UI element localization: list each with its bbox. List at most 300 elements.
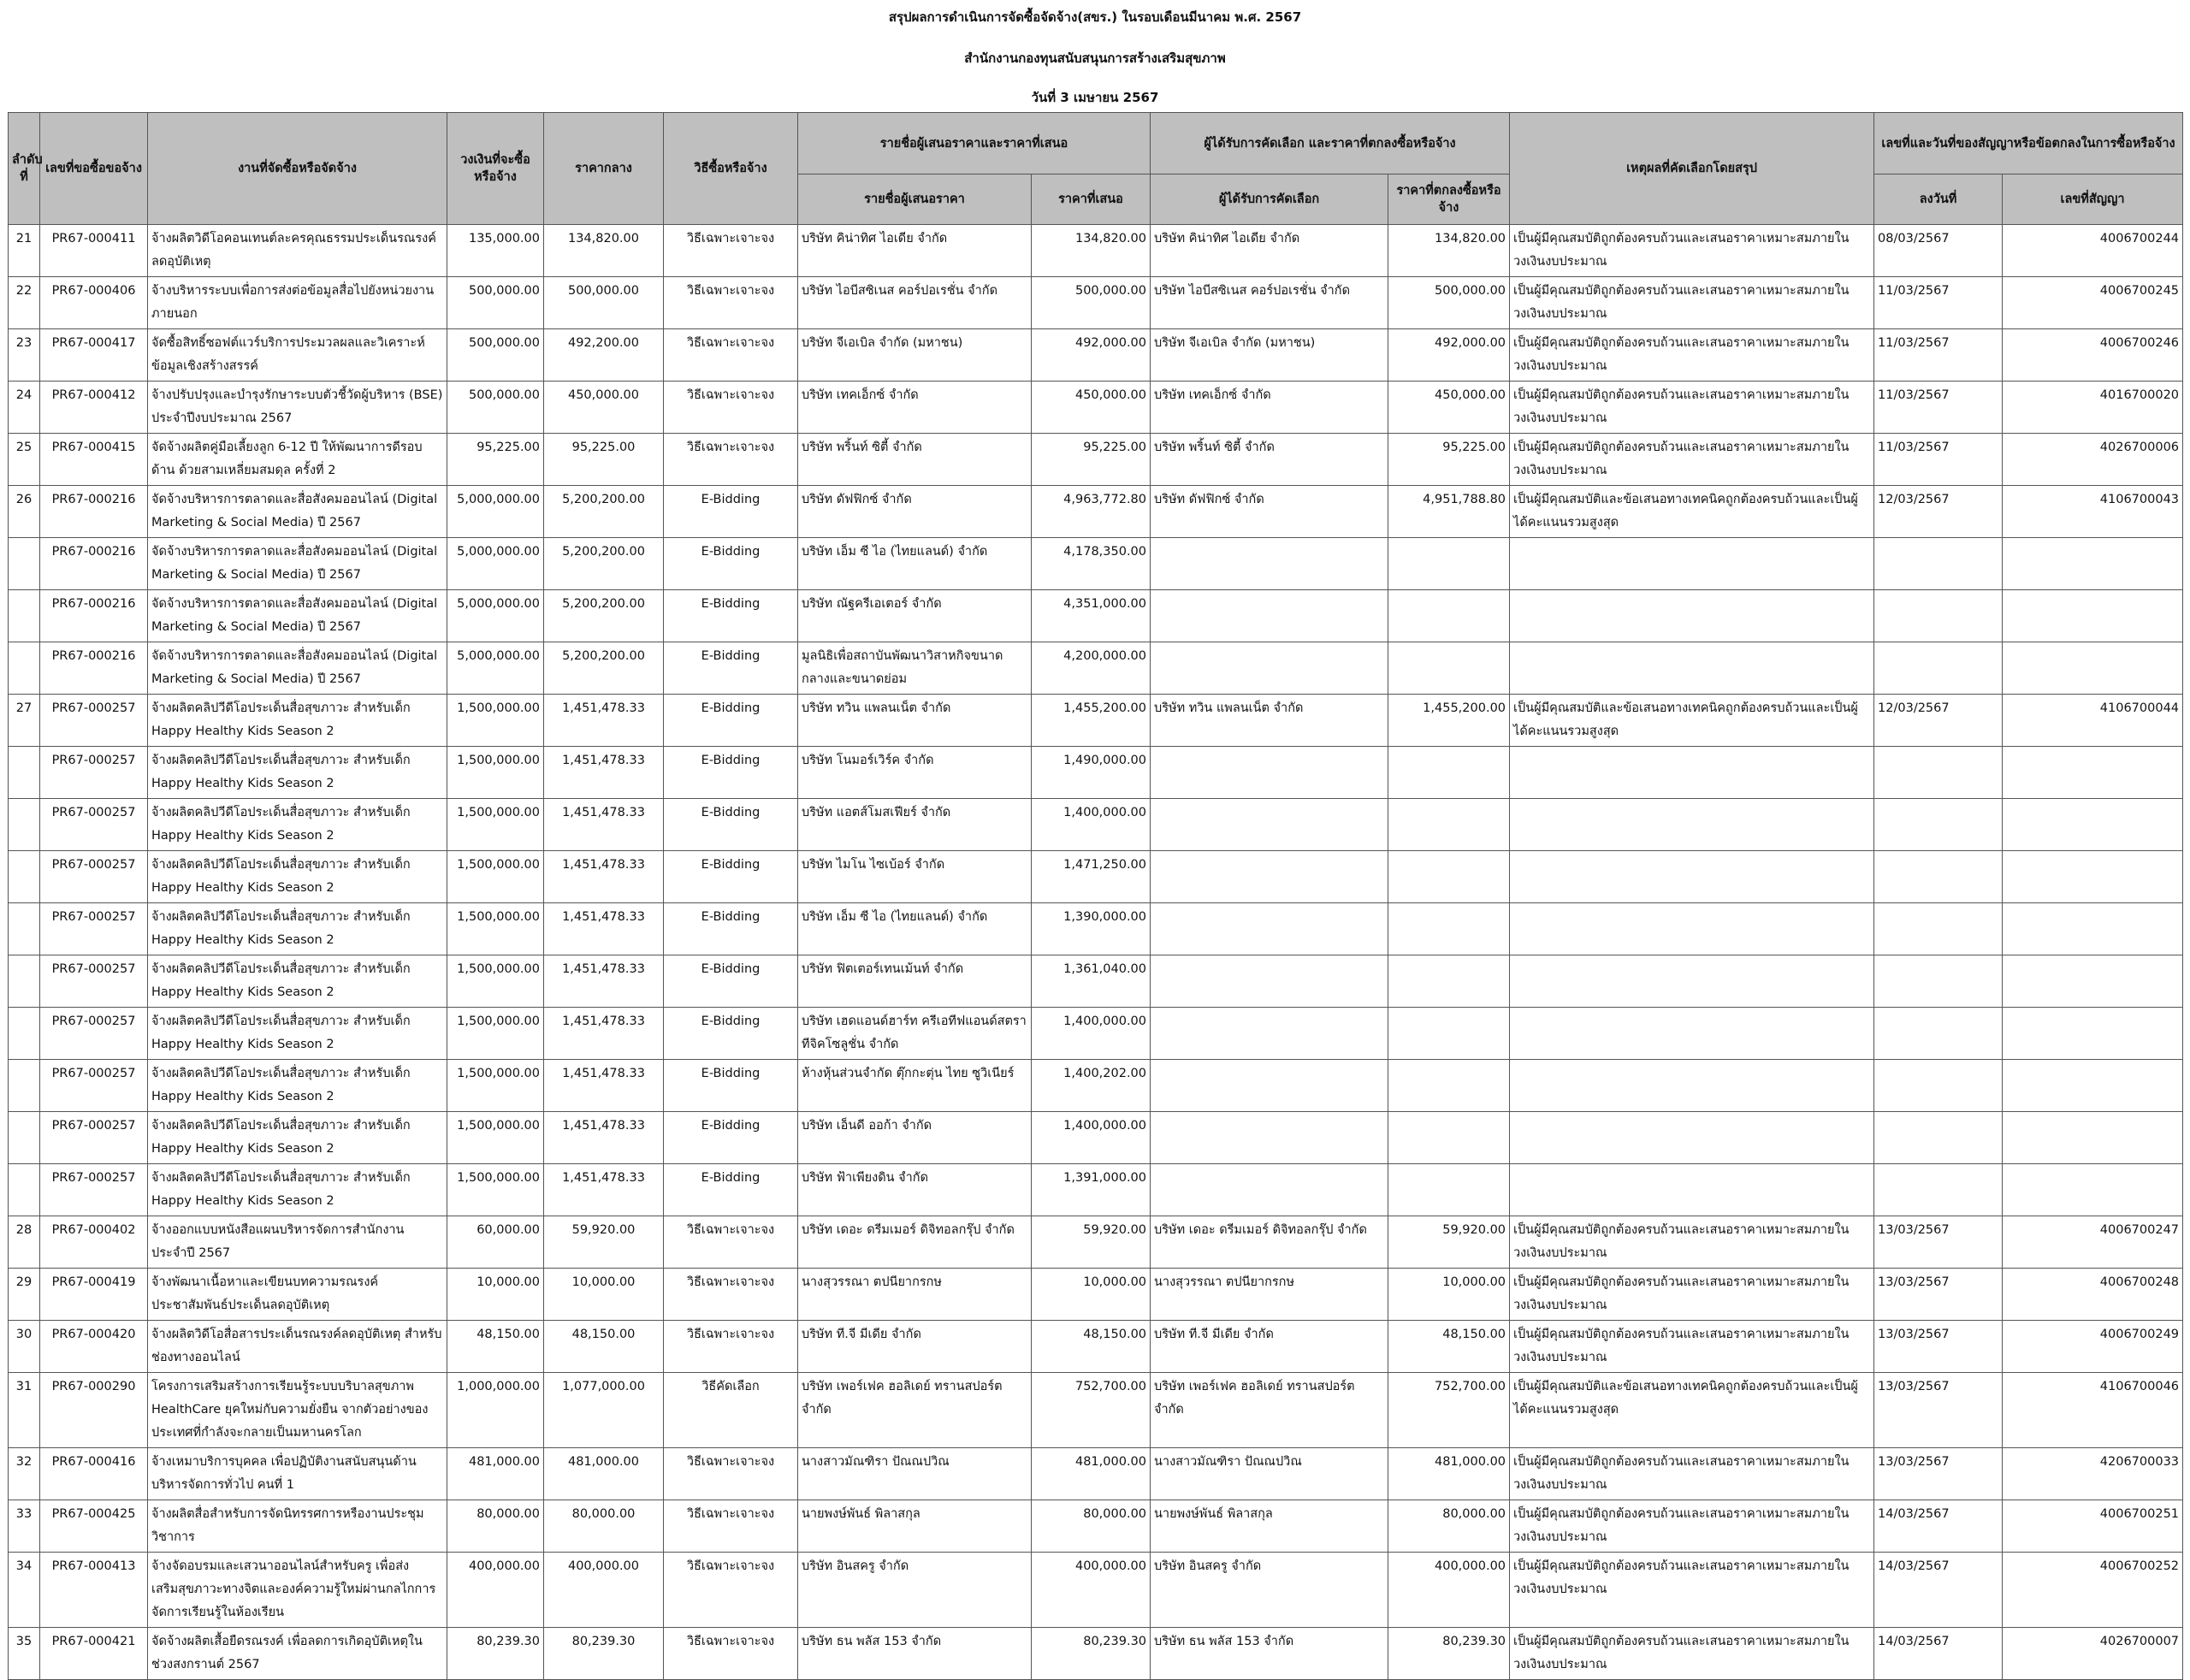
cell-agreed-price: 400,000.00 (1388, 1553, 1510, 1628)
table-row (9, 1216, 2183, 1269)
cell-bid-price: 80,239.30 (1032, 1628, 1151, 1680)
cell-pr-no: PR67-000416 (40, 1448, 148, 1500)
col-header-contract-no: เลขที่สัญญา (2003, 175, 2183, 225)
cell-selected-name (1151, 799, 1388, 851)
cell-no (9, 955, 40, 1008)
cell-median-price: 5,200,200.00 (544, 486, 664, 538)
cell-reason: เป็นผู้มีคุณสมบัติถูกต้องครบถ้วนและเสนอราคาเหมาะสมภายในวงเงินงบประมาณ (1510, 225, 1874, 277)
cell-agreed-price: 95,225.00 (1388, 434, 1510, 486)
cell-selected-name (1151, 851, 1388, 903)
cell-median-price: 500,000.00 (544, 277, 664, 329)
cell-method: วิธีเฉพาะเจาะจง (664, 277, 798, 329)
table-row (9, 851, 2183, 903)
cell-work: โครงการเสริมสร้างการเรียนรู้ระบบบริบาลสุขภาพ HealthCare ยุคใหม่กับความยั่งยืน จากตัวอย่างของประเทศที่กำลังจะกลายเป็นมหานครโลก (148, 1373, 447, 1448)
cell-bidder-name: บริษัท เอ็ม ซี ไอ (ไทยแลนด์) จำกัด (798, 903, 1032, 955)
cell-bid-price: 1,471,250.00 (1032, 851, 1151, 903)
cell-contract-no: 4006700244 (2003, 225, 2183, 277)
cell-budget: 400,000.00 (447, 1553, 544, 1628)
cell-work: จ้างผลิตคลิปวีดีโอประเด็นสื่อสุขภาวะ สำหรับเด็ก Happy Healthy Kids Season 2 (148, 1008, 447, 1060)
cell-budget: 5,000,000.00 (447, 538, 544, 590)
cell-agreed-price: 10,000.00 (1388, 1269, 1510, 1321)
cell-contract-no (2003, 1164, 2183, 1216)
cell-median-price: 5,200,200.00 (544, 590, 664, 642)
cell-work: จ้างเหมาบริการบุคคล เพื่อปฏิบัติงานสนับสนุนด้านบริหารจัดการทั่วไป คนที่ 1 (148, 1448, 447, 1500)
cell-pr-no: PR67-000419 (40, 1269, 148, 1321)
cell-median-price: 1,451,478.33 (544, 1008, 664, 1060)
cell-bid-price: 4,963,772.80 (1032, 486, 1151, 538)
cell-agreed-price: 4,951,788.80 (1388, 486, 1510, 538)
col-header-selected-name: ผู้ได้รับการคัดเลือก (1151, 175, 1388, 225)
cell-pr-no: PR67-000216 (40, 590, 148, 642)
cell-median-price: 134,820.00 (544, 225, 664, 277)
cell-contract-date (1874, 1060, 2003, 1112)
cell-pr-no: PR67-000257 (40, 1164, 148, 1216)
table-row (9, 590, 2183, 642)
cell-no: 21 (9, 225, 40, 277)
cell-reason: เป็นผู้มีคุณสมบัติถูกต้องครบถ้วนและเสนอราคาเหมาะสมภายในวงเงินงบประมาณ (1510, 1500, 1874, 1553)
cell-pr-no: PR67-000257 (40, 903, 148, 955)
cell-contract-no (2003, 903, 2183, 955)
cell-contract-no: 4006700252 (2003, 1553, 2183, 1628)
cell-contract-no: 4006700251 (2003, 1500, 2183, 1553)
cell-agreed-price (1388, 538, 1510, 590)
cell-budget: 10,000.00 (447, 1269, 544, 1321)
cell-contract-no: 4006700247 (2003, 1216, 2183, 1269)
cell-contract-no: 4006700245 (2003, 277, 2183, 329)
cell-contract-date (1874, 1008, 2003, 1060)
cell-pr-no: PR67-000257 (40, 955, 148, 1008)
cell-no (9, 590, 40, 642)
cell-median-price: 492,200.00 (544, 329, 664, 382)
cell-budget: 1,500,000.00 (447, 1164, 544, 1216)
cell-budget: 5,000,000.00 (447, 642, 544, 695)
cell-reason: เป็นผู้มีคุณสมบัติถูกต้องครบถ้วนและเสนอราคาเหมาะสมภายในวงเงินงบประมาณ (1510, 277, 1874, 329)
col-header-contract-group: เลขที่และวันที่ของสัญญาหรือข้อตกลงในการซื้อหรือจ้าง (1874, 113, 2183, 175)
cell-work: จ้างปรับปรุงและบำรุงรักษาระบบตัวชี้วัดผู้บริหาร (BSE) ประจำปีงบประมาณ 2567 (148, 382, 447, 434)
cell-median-price: 5,200,200.00 (544, 642, 664, 695)
cell-no: 29 (9, 1269, 40, 1321)
cell-median-price: 1,451,478.33 (544, 799, 664, 851)
cell-work: จ้างผลิตคลิปวีดีโอประเด็นสื่อสุขภาวะ สำหรับเด็ก Happy Healthy Kids Season 2 (148, 747, 447, 799)
cell-no: 27 (9, 695, 40, 747)
cell-bidder-name: บริษัท ไอบีสซิเนส คอร์ปอเรชั่น จำกัด (798, 277, 1032, 329)
cell-no (9, 1060, 40, 1112)
cell-budget: 1,500,000.00 (447, 851, 544, 903)
table-row (9, 799, 2183, 851)
cell-median-price: 1,077,000.00 (544, 1373, 664, 1448)
cell-bidder-name: บริษัท เดอะ ดรีมเมอร์ ดิจิทอลกรุ๊ป จำกัด (798, 1216, 1032, 1269)
cell-method: E-Bidding (664, 1008, 798, 1060)
cell-budget: 500,000.00 (447, 382, 544, 434)
cell-no (9, 1008, 40, 1060)
cell-no: 32 (9, 1448, 40, 1500)
cell-bidder-name: นางสาวมัณฑิรา ปัณณปวิณ (798, 1448, 1032, 1500)
cell-budget: 1,500,000.00 (447, 1060, 544, 1112)
cell-no (9, 642, 40, 695)
cell-work: จ้างออกแบบหนังสือแผนบริหารจัดการสำนักงาน ประจำปี 2567 (148, 1216, 447, 1269)
cell-selected-name: บริษัท ทวิน แพลนเน็ต จำกัด (1151, 695, 1388, 747)
cell-no: 34 (9, 1553, 40, 1628)
cell-method: E-Bidding (664, 695, 798, 747)
cell-bidder-name: บริษัท ดัฟฟิกซ์ จำกัด (798, 486, 1032, 538)
cell-selected-name: นางสาวมัณฑิรา ปัณณปวิณ (1151, 1448, 1388, 1500)
cell-pr-no: PR67-000257 (40, 1112, 148, 1164)
cell-median-price: 59,920.00 (544, 1216, 664, 1269)
table-row (9, 642, 2183, 695)
col-header-bidders-group: รายชื่อผู้เสนอราคาและราคาที่เสนอ (798, 113, 1151, 175)
cell-selected-name (1151, 747, 1388, 799)
cell-method: E-Bidding (664, 590, 798, 642)
table-row (9, 1164, 2183, 1216)
cell-bidder-name: บริษัท แอตส์โมสเฟียร์ จำกัด (798, 799, 1032, 851)
cell-contract-no (2003, 851, 2183, 903)
cell-pr-no: PR67-000421 (40, 1628, 148, 1680)
cell-no: 22 (9, 277, 40, 329)
cell-work: จัดซื้อสิทธิ์ซอฟต์แวร์บริการประมวลผลและวิเคราะห์ข้อมูลเชิงสร้างสรรค์ (148, 329, 447, 382)
cell-bidder-name: บริษัท ที.จี มีเดีย จำกัด (798, 1321, 1032, 1373)
cell-pr-no: PR67-000257 (40, 1060, 148, 1112)
table-row (9, 1628, 2183, 1680)
cell-contract-date (1874, 642, 2003, 695)
cell-selected-name: บริษัท คิน่าทิศ ไอเดีย จำกัด (1151, 225, 1388, 277)
cell-bid-price: 492,000.00 (1032, 329, 1151, 382)
cell-bid-price: 1,361,040.00 (1032, 955, 1151, 1008)
cell-work: จัดจ้างบริหารการตลาดและสื่อสังคมออนไลน์ (Digital Marketing & Social Media) ปี 2567 (148, 538, 447, 590)
cell-bid-price: 59,920.00 (1032, 1216, 1151, 1269)
cell-bid-price: 95,225.00 (1032, 434, 1151, 486)
cell-contract-date (1874, 799, 2003, 851)
cell-median-price: 10,000.00 (544, 1269, 664, 1321)
cell-reason (1510, 903, 1874, 955)
cell-no (9, 799, 40, 851)
cell-median-price: 1,451,478.33 (544, 1164, 664, 1216)
cell-bid-price: 1,390,000.00 (1032, 903, 1151, 955)
cell-pr-no: PR67-000402 (40, 1216, 148, 1269)
cell-method: E-Bidding (664, 747, 798, 799)
cell-work: จ้างผลิตคลิปวีดีโอประเด็นสื่อสุขภาวะ สำหรับเด็ก Happy Healthy Kids Season 2 (148, 903, 447, 955)
cell-agreed-price: 500,000.00 (1388, 277, 1510, 329)
cell-no (9, 538, 40, 590)
cell-median-price: 1,451,478.33 (544, 903, 664, 955)
cell-selected-name (1151, 642, 1388, 695)
cell-pr-no: PR67-000413 (40, 1553, 148, 1628)
cell-median-price: 1,451,478.33 (544, 695, 664, 747)
cell-agreed-price (1388, 1060, 1510, 1112)
cell-bid-price: 80,000.00 (1032, 1500, 1151, 1553)
cell-selected-name: บริษัท ธน พลัส 153 จำกัด (1151, 1628, 1388, 1680)
table-row (9, 329, 2183, 382)
cell-contract-no: 4206700033 (2003, 1448, 2183, 1500)
cell-method: E-Bidding (664, 799, 798, 851)
cell-no: 33 (9, 1500, 40, 1553)
cell-bidder-name: นางสุวรรณา ตปนียากรกษ (798, 1269, 1032, 1321)
cell-budget: 60,000.00 (447, 1216, 544, 1269)
cell-contract-no (2003, 1060, 2183, 1112)
cell-bidder-name: บริษัท ไมโน ไซเบ้อร์ จำกัด (798, 851, 1032, 903)
cell-selected-name: บริษัท เดอะ ดรีมเมอร์ ดิจิทอลกรุ๊ป จำกัด (1151, 1216, 1388, 1269)
cell-selected-name: บริษัท อินสครู จำกัด (1151, 1553, 1388, 1628)
cell-selected-name: บริษัท ไอบีสซิเนส คอร์ปอเรชั่น จำกัด (1151, 277, 1388, 329)
cell-agreed-price (1388, 851, 1510, 903)
table-row (9, 955, 2183, 1008)
cell-reason (1510, 955, 1874, 1008)
cell-median-price: 80,000.00 (544, 1500, 664, 1553)
cell-no (9, 903, 40, 955)
cell-method: วิธีเฉพาะเจาะจง (664, 1448, 798, 1500)
cell-contract-no: 4106700043 (2003, 486, 2183, 538)
cell-method: E-Bidding (664, 642, 798, 695)
cell-bid-price: 1,391,000.00 (1032, 1164, 1151, 1216)
col-header-bid-price: ราคาที่เสนอ (1032, 175, 1151, 225)
cell-agreed-price: 134,820.00 (1388, 225, 1510, 277)
table-row (9, 1321, 2183, 1373)
cell-contract-date: 13/03/2567 (1874, 1373, 2003, 1448)
cell-contract-date (1874, 851, 2003, 903)
table-row (9, 1553, 2183, 1628)
cell-reason (1510, 1164, 1874, 1216)
cell-median-price: 481,000.00 (544, 1448, 664, 1500)
cell-pr-no: PR67-000257 (40, 695, 148, 747)
cell-contract-date: 11/03/2567 (1874, 434, 2003, 486)
cell-budget: 48,150.00 (447, 1321, 544, 1373)
cell-bid-price: 10,000.00 (1032, 1269, 1151, 1321)
cell-reason (1510, 642, 1874, 695)
cell-bidder-name: บริษัท ฟ้าเพียงดิน จำกัด (798, 1164, 1032, 1216)
table-row (9, 277, 2183, 329)
cell-median-price: 1,451,478.33 (544, 955, 664, 1008)
cell-contract-date: 13/03/2567 (1874, 1321, 2003, 1373)
cell-reason: เป็นผู้มีคุณสมบัติถูกต้องครบถ้วนและเสนอราคาเหมาะสมภายในวงเงินงบประมาณ (1510, 1216, 1874, 1269)
table-row (9, 1448, 2183, 1500)
cell-budget: 5,000,000.00 (447, 486, 544, 538)
cell-contract-date: 13/03/2567 (1874, 1269, 2003, 1321)
cell-method: วิธีเฉพาะเจาะจง (664, 1500, 798, 1553)
cell-bidder-name: บริษัท ฟิตเตอร์เทนเม้นท์ จำกัด (798, 955, 1032, 1008)
report-title: สรุปผลการดำเนินการจัดซื้อจัดจ้าง(สขร.) ในรอบเดือนมีนาคม พ.ศ. 2567 (888, 9, 1302, 25)
cell-no (9, 1112, 40, 1164)
cell-bid-price: 1,400,000.00 (1032, 799, 1151, 851)
cell-reason: เป็นผู้มีคุณสมบัติถูกต้องครบถ้วนและเสนอราคาเหมาะสมภายในวงเงินงบประมาณ (1510, 1269, 1874, 1321)
cell-contract-date: 13/03/2567 (1874, 1448, 2003, 1500)
table-row (9, 1112, 2183, 1164)
cell-agreed-price: 48,150.00 (1388, 1321, 1510, 1373)
cell-bid-price: 1,400,000.00 (1032, 1112, 1151, 1164)
table-row (9, 903, 2183, 955)
cell-method: วิธีเฉพาะเจาะจง (664, 225, 798, 277)
cell-method: วิธีเฉพาะเจาะจง (664, 1628, 798, 1680)
cell-no: 30 (9, 1321, 40, 1373)
cell-pr-no: PR67-000412 (40, 382, 148, 434)
col-header-method: วิธีซื้อหรือจ้าง (664, 113, 798, 225)
cell-agreed-price: 1,455,200.00 (1388, 695, 1510, 747)
cell-reason (1510, 747, 1874, 799)
cell-work: จ้างจัดอบรมและเสวนาออนไลน์สำหรับครู เพื่อส่งเสริมสุขภาวะทางจิตและองค์ความรู้ใหม่ผ่านกลไกการจัดการเรียนรู้ในห้องเรียน (148, 1553, 447, 1628)
cell-bidder-name: มูลนิธิเพื่อสถาบันพัฒนาวิสาหกิจขนาดกลางและขนาดย่อม (798, 642, 1032, 695)
cell-reason: เป็นผู้มีคุณสมบัติและข้อเสนอทางเทคนิคถูกต้องครบถ้วนและเป็นผู้ได้คะแนนรวมสูงสุด (1510, 695, 1874, 747)
cell-budget: 1,500,000.00 (447, 1008, 544, 1060)
cell-method: E-Bidding (664, 1112, 798, 1164)
cell-bid-price: 4,351,000.00 (1032, 590, 1151, 642)
cell-no: 35 (9, 1628, 40, 1680)
cell-contract-no (2003, 955, 2183, 1008)
cell-contract-no (2003, 1008, 2183, 1060)
cell-work: จ้างผลิตคลิปวีดีโอประเด็นสื่อสุขภาวะ สำหรับเด็ก Happy Healthy Kids Season 2 (148, 1112, 447, 1164)
cell-bid-price: 450,000.00 (1032, 382, 1151, 434)
cell-contract-no (2003, 642, 2183, 695)
cell-bid-price: 1,400,000.00 (1032, 1008, 1151, 1060)
cell-bidder-name: บริษัท จีเอเบิล จำกัด (มหาชน) (798, 329, 1032, 382)
cell-contract-date: 11/03/2567 (1874, 277, 2003, 329)
cell-bidder-name: บริษัท อินสครู จำกัด (798, 1553, 1032, 1628)
cell-budget: 1,000,000.00 (447, 1373, 544, 1448)
table-row (9, 695, 2183, 747)
cell-bidder-name: บริษัท คิน่าทิศ ไอเดีย จำกัด (798, 225, 1032, 277)
cell-budget: 500,000.00 (447, 329, 544, 382)
cell-budget: 481,000.00 (447, 1448, 544, 1500)
cell-bid-price: 752,700.00 (1032, 1373, 1151, 1448)
cell-work: จ้างผลิตคลิปวีดีโอประเด็นสื่อสุขภาวะ สำหรับเด็ก Happy Healthy Kids Season 2 (148, 1060, 447, 1112)
cell-selected-name: บริษัท เทคเอ็กซ์ จำกัด (1151, 382, 1388, 434)
cell-contract-no: 4106700046 (2003, 1373, 2183, 1448)
cell-method: วิธีคัดเลือก (664, 1373, 798, 1448)
cell-contract-date: 14/03/2567 (1874, 1500, 2003, 1553)
cell-method: วิธีเฉพาะเจาะจง (664, 329, 798, 382)
table-row (9, 1269, 2183, 1321)
cell-contract-date: 11/03/2567 (1874, 382, 2003, 434)
cell-method: E-Bidding (664, 1060, 798, 1112)
cell-method: E-Bidding (664, 538, 798, 590)
cell-pr-no: PR67-000216 (40, 486, 148, 538)
cell-reason (1510, 799, 1874, 851)
col-header-agreed-price: ราคาที่ตกลงซื้อหรือจ้าง (1388, 175, 1510, 225)
cell-selected-name: บริษัท พริ้นท์ ซิตี้ จำกัด (1151, 434, 1388, 486)
cell-contract-no (2003, 747, 2183, 799)
cell-agreed-price: 450,000.00 (1388, 382, 1510, 434)
cell-budget: 135,000.00 (447, 225, 544, 277)
cell-work: จัดจ้างบริหารการตลาดและสื่อสังคมออนไลน์ (Digital Marketing & Social Media) ปี 2567 (148, 590, 447, 642)
cell-bidder-name: บริษัท พริ้นท์ ซิตี้ จำกัด (798, 434, 1032, 486)
cell-selected-name: บริษัท ดัฟฟิกซ์ จำกัด (1151, 486, 1388, 538)
cell-work: จ้างบริหารระบบเพื่อการส่งต่อข้อมูลสื่อไปยังหน่วยงานภายนอก (148, 277, 447, 329)
cell-budget: 1,500,000.00 (447, 903, 544, 955)
cell-method: วิธีเฉพาะเจาะจง (664, 1269, 798, 1321)
col-header-contract-date: ลงวันที่ (1874, 175, 2003, 225)
cell-agreed-price: 80,239.30 (1388, 1628, 1510, 1680)
cell-selected-name (1151, 538, 1388, 590)
cell-pr-no: PR67-000425 (40, 1500, 148, 1553)
cell-median-price: 80,239.30 (544, 1628, 664, 1680)
cell-reason: เป็นผู้มีคุณสมบัติถูกต้องครบถ้วนและเสนอราคาเหมาะสมภายในวงเงินงบประมาณ (1510, 434, 1874, 486)
cell-bidder-name: บริษัท เอ็นดี ออก้า จำกัด (798, 1112, 1032, 1164)
col-header-bidder-name: รายชื่อผู้เสนอราคา (798, 175, 1032, 225)
cell-agreed-price (1388, 747, 1510, 799)
cell-agreed-price (1388, 903, 1510, 955)
cell-contract-date (1874, 590, 2003, 642)
cell-budget: 500,000.00 (447, 277, 544, 329)
cell-contract-date: 11/03/2567 (1874, 329, 2003, 382)
report-date: วันที่ 3 เมษายน 2567 (1031, 90, 1159, 105)
cell-contract-date: 14/03/2567 (1874, 1553, 2003, 1628)
cell-contract-date (1874, 747, 2003, 799)
cell-selected-name: บริษัท เพอร์เฟค ฮอลิเดย์ ทรานสปอร์ต จำกัด (1151, 1373, 1388, 1448)
cell-contract-no (2003, 1112, 2183, 1164)
cell-work: จัดจ้างผลิตเสื้อยืดรณรงค์ เพื่อลดการเกิดอุบัติเหตุในช่วงสงกรานต์ 2567 (148, 1628, 447, 1680)
cell-reason (1510, 1060, 1874, 1112)
cell-pr-no: PR67-000406 (40, 277, 148, 329)
cell-pr-no: PR67-000257 (40, 851, 148, 903)
cell-work: จ้างพัฒนาเนื้อหาและเขียนบทความรณรงค์ประชาสัมพันธ์ประเด็นลดอุบัติเหตุ (148, 1269, 447, 1321)
cell-contract-date (1874, 538, 2003, 590)
procurement-table (8, 112, 2183, 1680)
cell-bidder-name: บริษัท เพอร์เฟค ฮอลิเดย์ ทรานสปอร์ต จำกัด (798, 1373, 1032, 1448)
cell-contract-date (1874, 903, 2003, 955)
cell-bidder-name: นายพงษ์พันธ์ พิลาสกุล (798, 1500, 1032, 1553)
cell-method: E-Bidding (664, 486, 798, 538)
table-row (9, 1060, 2183, 1112)
cell-no: 26 (9, 486, 40, 538)
cell-method: E-Bidding (664, 851, 798, 903)
cell-method: วิธีเฉพาะเจาะจง (664, 434, 798, 486)
cell-budget: 1,500,000.00 (447, 695, 544, 747)
cell-pr-no: PR67-000420 (40, 1321, 148, 1373)
cell-contract-date: 08/03/2567 (1874, 225, 2003, 277)
cell-agreed-price (1388, 1164, 1510, 1216)
cell-pr-no: PR67-000415 (40, 434, 148, 486)
cell-median-price: 1,451,478.33 (544, 1112, 664, 1164)
cell-agreed-price: 752,700.00 (1388, 1373, 1510, 1448)
cell-method: E-Bidding (664, 903, 798, 955)
cell-bid-price: 400,000.00 (1032, 1553, 1151, 1628)
cell-work: จ้างผลิตวิดีโอคอนเทนต์ละครคุณธรรมประเด็นรณรงค์ลดอุบัติเหตุ (148, 225, 447, 277)
cell-work: จ้างผลิตวิดีโอสื่อสารประเด็นรณรงค์ลดอุบัติเหตุ สำหรับช่องทางออนไลน์ (148, 1321, 447, 1373)
col-header-median-price: ราคากลาง (544, 113, 664, 225)
cell-bid-price: 1,400,202.00 (1032, 1060, 1151, 1112)
cell-contract-date: 14/03/2567 (1874, 1628, 2003, 1680)
cell-reason: เป็นผู้มีคุณสมบัติถูกต้องครบถ้วนและเสนอราคาเหมาะสมภายในวงเงินงบประมาณ (1510, 1628, 1874, 1680)
cell-method: วิธีเฉพาะเจาะจง (664, 382, 798, 434)
cell-bid-price: 1,490,000.00 (1032, 747, 1151, 799)
cell-contract-date (1874, 1112, 2003, 1164)
cell-contract-no (2003, 590, 2183, 642)
cell-pr-no: PR67-000257 (40, 799, 148, 851)
cell-agreed-price: 492,000.00 (1388, 329, 1510, 382)
cell-bidder-name: บริษัท โนมอร์เวิร์ค จำกัด (798, 747, 1032, 799)
cell-pr-no: PR67-000257 (40, 747, 148, 799)
cell-selected-name (1151, 903, 1388, 955)
cell-selected-name: นายพงษ์พันธ์ พิลาสกุล (1151, 1500, 1388, 1553)
cell-contract-no: 4026700006 (2003, 434, 2183, 486)
cell-no: 25 (9, 434, 40, 486)
col-header-selected-group: ผู้ได้รับการคัดเลือก และราคาที่ตกลงซื้อหรือจ้าง (1151, 113, 1510, 175)
cell-agreed-price: 80,000.00 (1388, 1500, 1510, 1553)
cell-pr-no: PR67-000417 (40, 329, 148, 382)
cell-bid-price: 48,150.00 (1032, 1321, 1151, 1373)
cell-no: 28 (9, 1216, 40, 1269)
cell-contract-no: 4006700246 (2003, 329, 2183, 382)
cell-reason: เป็นผู้มีคุณสมบัติถูกต้องครบถ้วนและเสนอราคาเหมาะสมภายในวงเงินงบประมาณ (1510, 1321, 1874, 1373)
cell-bidder-name: บริษัท ณัฐครีเอเตอร์ จำกัด (798, 590, 1032, 642)
cell-agreed-price (1388, 1112, 1510, 1164)
cell-bid-price: 134,820.00 (1032, 225, 1151, 277)
cell-no: 24 (9, 382, 40, 434)
cell-method: วิธีเฉพาะเจาะจง (664, 1321, 798, 1373)
col-header-reason: เหตุผลที่คัดเลือกโดยสรุป (1510, 113, 1874, 225)
cell-selected-name: บริษัท จีเอเบิล จำกัด (มหาชน) (1151, 329, 1388, 382)
cell-bidder-name: ห้างหุ้นส่วนจำกัด ตุ๊กกะตุ่น ไทย ซูวิเนียร์ (798, 1060, 1032, 1112)
cell-pr-no: PR67-000216 (40, 642, 148, 695)
cell-reason: เป็นผู้มีคุณสมบัติถูกต้องครบถ้วนและเสนอราคาเหมาะสมภายในวงเงินงบประมาณ (1510, 1448, 1874, 1500)
cell-pr-no: PR67-000257 (40, 1008, 148, 1060)
